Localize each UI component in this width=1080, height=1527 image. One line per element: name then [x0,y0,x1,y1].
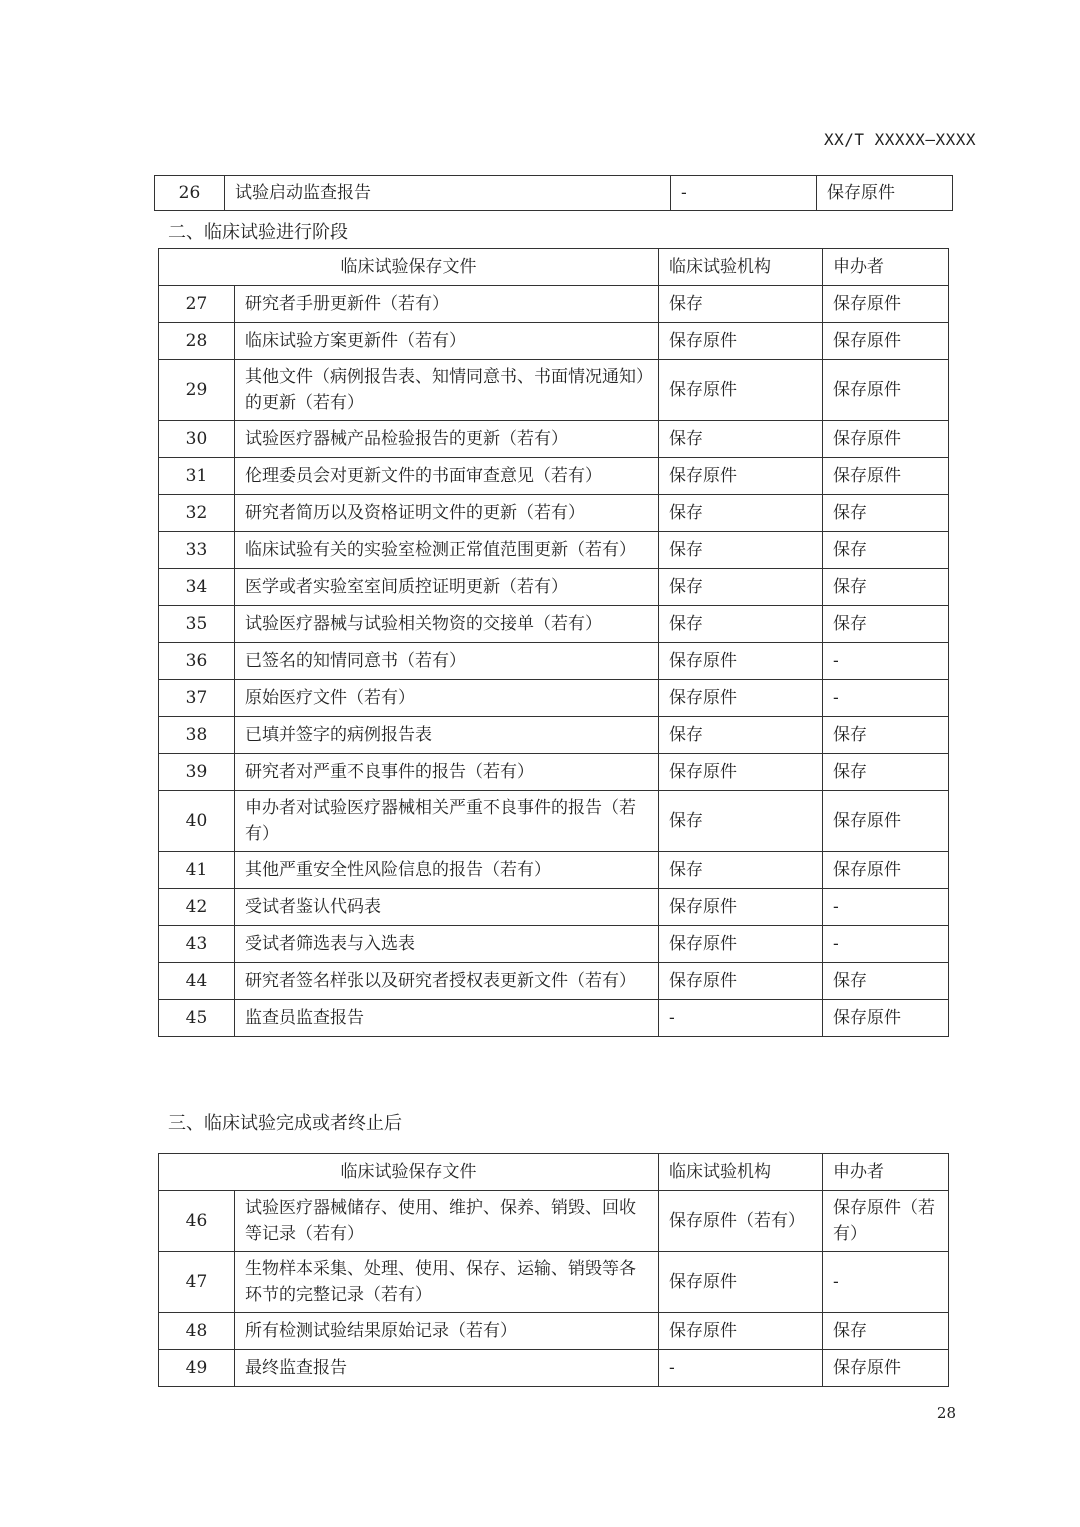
row-number: 27 [159,286,235,323]
document-cell: 受试者鉴认代码表 [235,889,659,926]
sponsor-cell: 保存 [823,754,949,791]
institution-cell: 保存原件 [659,889,823,926]
institution-cell: 保存 [659,421,823,458]
sponsor-cell: 保存原件 [817,176,953,211]
institution-cell: 保存 [659,606,823,643]
row-number: 35 [159,606,235,643]
table-row [159,569,949,606]
row-number: 33 [159,532,235,569]
row-number: 47 [159,1252,235,1313]
row-number: 44 [159,963,235,1000]
sponsor-cell: 保存 [823,606,949,643]
header-row [159,1154,949,1191]
row-number: 30 [159,421,235,458]
sponsor-cell: 保存 [823,963,949,1000]
table-row [159,1252,949,1313]
header-row [159,249,949,286]
table-row [159,791,949,852]
section3-table [158,1153,949,1387]
institution-cell: 保存原件 [659,963,823,1000]
row-number: 40 [159,791,235,852]
table-row [159,606,949,643]
table-row [159,963,949,1000]
row-number: 29 [159,360,235,421]
row-number: 45 [159,1000,235,1037]
institution-cell: 保存原件 [659,926,823,963]
institution-cell: 保存原件 [659,643,823,680]
institution-cell: - [659,1350,823,1387]
document-cell: 研究者手册更新件（若有） [235,286,659,323]
institution-cell: 保存 [659,286,823,323]
document-cell: 其他文件（病例报告表、知情同意书、书面情况通知）的更新（若有） [235,360,659,421]
row-number: 39 [159,754,235,791]
top-table [154,175,953,211]
document-cell: 生物样本采集、处理、使用、保存、运输、销毁等各环节的完整记录（若有） [235,1252,659,1313]
table-row [159,1350,949,1387]
row-number: 42 [159,889,235,926]
table-row [159,1191,949,1252]
table-row [159,323,949,360]
document-cell: 原始医疗文件（若有） [235,680,659,717]
row-number: 36 [159,643,235,680]
row-number: 32 [159,495,235,532]
sponsor-cell: 保存 [823,495,949,532]
institution-cell: 保存 [659,495,823,532]
institution-cell: 保存 [659,717,823,754]
document-cell: 受试者筛选表与入选表 [235,926,659,963]
table-row [159,458,949,495]
section2-table [158,248,949,1037]
sponsor-cell: - [823,643,949,680]
section-title-2: 二、临床试验进行阶段 [168,222,348,243]
row-number: 43 [159,926,235,963]
header-sponsor: 申办者 [823,1154,949,1191]
document-cell: 临床试验有关的实验室检测正常值范围更新（若有） [235,532,659,569]
table-row [159,1000,949,1037]
sponsor-cell: 保存原件 [823,791,949,852]
table-row [159,286,949,323]
institution-cell: 保存原件 [659,458,823,495]
document-cell: 试验医疗器械与试验相关物资的交接单（若有） [235,606,659,643]
sponsor-cell: - [823,1252,949,1313]
table-row [159,926,949,963]
table-row [155,176,953,211]
document-cell: 试验医疗器械储存、使用、维护、保养、销毁、回收等记录（若有） [235,1191,659,1252]
document-cell: 所有检测试验结果原始记录（若有） [235,1313,659,1350]
table-row [159,495,949,532]
document-cell: 研究者简历以及资格证明文件的更新（若有） [235,495,659,532]
document-cell: 试验启动监查报告 [225,176,671,211]
document-cell: 试验医疗器械产品检验报告的更新（若有） [235,421,659,458]
institution-cell: 保存原件 [659,323,823,360]
document-cell: 最终监查报告 [235,1350,659,1387]
row-number: 34 [159,569,235,606]
sponsor-cell: - [823,926,949,963]
sponsor-cell: 保存原件（若有） [823,1191,949,1252]
section-title-3: 三、临床试验完成或者终止后 [168,1113,402,1134]
row-number: 46 [159,1191,235,1252]
sponsor-cell: 保存 [823,717,949,754]
sponsor-cell: 保存原件 [823,323,949,360]
institution-cell: 保存 [659,569,823,606]
row-number: 28 [159,323,235,360]
sponsor-cell: 保存原件 [823,421,949,458]
table-row [159,643,949,680]
header-document: 临床试验保存文件 [159,249,659,286]
header-document: 临床试验保存文件 [159,1154,659,1191]
table-row [159,360,949,421]
top-table-body [155,176,953,211]
document-cell: 申办者对试验医疗器械相关严重不良事件的报告（若有） [235,791,659,852]
table-row [159,1313,949,1350]
row-number: 48 [159,1313,235,1350]
document-cell: 伦理委员会对更新文件的书面审查意见（若有） [235,458,659,495]
document-cell: 研究者签名样张以及研究者授权表更新文件（若有） [235,963,659,1000]
institution-cell: - [659,1000,823,1037]
document-cell: 临床试验方案更新件（若有） [235,323,659,360]
institution-cell: - [671,176,817,211]
header-institution: 临床试验机构 [659,249,823,286]
table-row [159,889,949,926]
header-institution: 临床试验机构 [659,1154,823,1191]
sponsor-cell: 保存原件 [823,1000,949,1037]
document-cell: 其他严重安全性风险信息的报告（若有） [235,852,659,889]
table-row [159,754,949,791]
document-cell: 已填并签字的病例报告表 [235,717,659,754]
document-cell: 研究者对严重不良事件的报告（若有） [235,754,659,791]
institution-cell: 保存原件 [659,680,823,717]
sponsor-cell: 保存 [823,569,949,606]
institution-cell: 保存原件 [659,1313,823,1350]
row-number: 38 [159,717,235,754]
row-number: 49 [159,1350,235,1387]
section3-table-body [159,1191,949,1387]
document-cell: 已签名的知情同意书（若有） [235,643,659,680]
page-number: 28 [936,1404,956,1422]
row-number: 26 [155,176,225,211]
document-cell: 监查员监查报告 [235,1000,659,1037]
institution-cell: 保存原件 [659,754,823,791]
row-number: 37 [159,680,235,717]
institution-cell: 保存原件（若有） [659,1191,823,1252]
sponsor-cell: 保存原件 [823,852,949,889]
row-number: 31 [159,458,235,495]
table-row [159,717,949,754]
institution-cell: 保存原件 [659,360,823,421]
row-number: 41 [159,852,235,889]
sponsor-cell: - [823,680,949,717]
document-cell: 医学或者实验室室间质控证明更新（若有） [235,569,659,606]
table-row [159,680,949,717]
sponsor-cell: 保存原件 [823,286,949,323]
sponsor-cell: 保存 [823,1313,949,1350]
institution-cell: 保存 [659,532,823,569]
sponsor-cell: 保存原件 [823,458,949,495]
sponsor-cell: 保存原件 [823,1350,949,1387]
section2-table-body [159,286,949,1037]
sponsor-cell: - [823,889,949,926]
sponsor-cell: 保存原件 [823,360,949,421]
institution-cell: 保存 [659,852,823,889]
institution-cell: 保存 [659,791,823,852]
institution-cell: 保存原件 [659,1252,823,1313]
sponsor-cell: 保存 [823,532,949,569]
table-row [159,852,949,889]
table-row [159,421,949,458]
header-sponsor: 申办者 [823,249,949,286]
document-code: XX/T XXXXX—XXXX [824,130,976,149]
table-row [159,532,949,569]
